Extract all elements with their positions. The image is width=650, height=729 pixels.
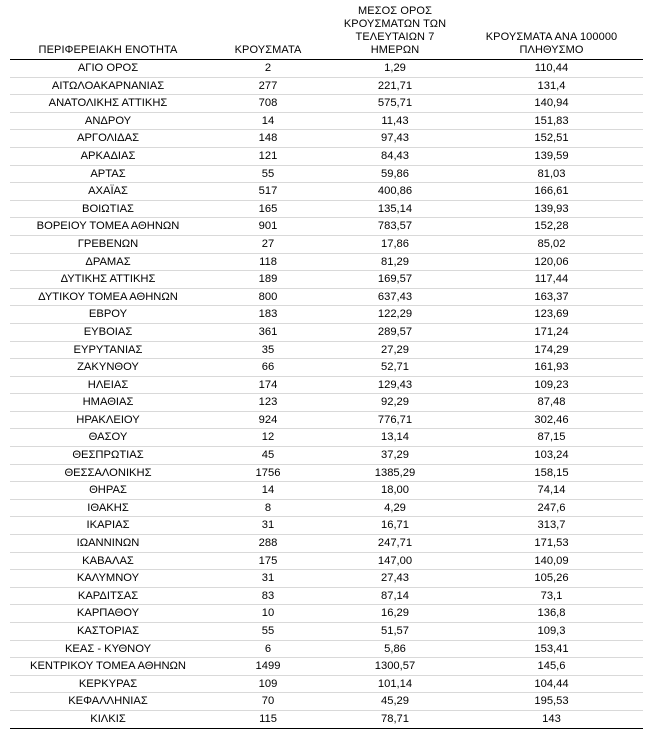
per-100k-cell: 313,7 — [460, 517, 643, 535]
region-cell: ΗΛΕΙΑΣ — [10, 376, 206, 394]
region-cell: ΔΡΑΜΑΣ — [10, 253, 206, 271]
seven-day-average-cell: 289,57 — [330, 323, 460, 341]
seven-day-average-cell: 575,71 — [330, 95, 460, 113]
cases-cell: 800 — [206, 288, 330, 306]
per-100k-cell: 163,37 — [460, 288, 643, 306]
cases-cell: 148 — [206, 130, 330, 148]
per-100k-cell: 81,03 — [460, 165, 643, 183]
per-100k-cell: 104,44 — [460, 675, 643, 693]
region-cell: ΑΡΓΟΛΙΔΑΣ — [10, 130, 206, 148]
seven-day-average-cell: 37,29 — [330, 447, 460, 465]
per-100k-cell: 145,6 — [460, 658, 643, 676]
per-100k-cell: 302,46 — [460, 411, 643, 429]
table-row — [10, 376, 643, 394]
seven-day-average-cell: 27,43 — [330, 570, 460, 588]
cases-cell: 175 — [206, 552, 330, 570]
per-100k-cell: 152,28 — [460, 218, 643, 236]
per-100k-cell: 87,15 — [460, 429, 643, 447]
seven-day-average-cell: 776,71 — [330, 411, 460, 429]
seven-day-average-cell: 51,57 — [330, 623, 460, 641]
seven-day-average-cell: 169,57 — [330, 271, 460, 289]
region-cell: ΚΑΣΤΟΡΙΑΣ — [10, 623, 206, 641]
cases-cell: 45 — [206, 447, 330, 465]
per-100k-cell: 247,6 — [460, 499, 643, 517]
cases-cell: 2 — [206, 60, 330, 78]
seven-day-average-cell: 135,14 — [330, 200, 460, 218]
table-row — [10, 218, 643, 236]
table-row — [10, 658, 643, 676]
table-row — [10, 200, 643, 218]
seven-day-average-cell: 17,86 — [330, 235, 460, 253]
region-cell: ΕΒΡΟΥ — [10, 306, 206, 324]
table-row — [10, 183, 643, 201]
table-row — [10, 95, 643, 113]
per-100k-cell: 140,09 — [460, 552, 643, 570]
region-cell: ΚΙΛΚΙΣ — [10, 710, 206, 728]
table-row — [10, 517, 643, 535]
per-100k-cell: 73,1 — [460, 587, 643, 605]
region-cell: ΒΟΙΩΤΙΑΣ — [10, 200, 206, 218]
per-100k-cell: 109,3 — [460, 623, 643, 641]
table-row — [10, 710, 643, 728]
header-seven-day-average: ΜΕΣΟΣ ΟΡΟΣ ΚΡΟΥΣΜΑΤΩΝ ΤΩΝ ΤΕΛΕΥΤΑΙΩΝ 7 ΗΜΕΡΩΝ — [330, 5, 460, 60]
seven-day-average-cell: 147,00 — [330, 552, 460, 570]
table-row — [10, 341, 643, 359]
seven-day-average-cell: 84,43 — [330, 147, 460, 165]
seven-day-average-cell: 59,86 — [330, 165, 460, 183]
region-cell: ΖΑΚΥΝΘΟΥ — [10, 359, 206, 377]
cases-cell: 35 — [206, 341, 330, 359]
cases-cell: 27 — [206, 235, 330, 253]
cases-cell: 288 — [206, 535, 330, 553]
cases-cell: 361 — [206, 323, 330, 341]
seven-day-average-cell: 52,71 — [330, 359, 460, 377]
cases-cell: 55 — [206, 165, 330, 183]
table-row — [10, 77, 643, 95]
table-row — [10, 675, 643, 693]
regional-cases-table — [10, 5, 643, 729]
per-100k-cell: 151,83 — [460, 112, 643, 130]
table-row — [10, 605, 643, 623]
cases-cell: 12 — [206, 429, 330, 447]
cases-cell: 10 — [206, 605, 330, 623]
per-100k-cell: 136,8 — [460, 605, 643, 623]
region-cell: ΑΝΔΡΟΥ — [10, 112, 206, 130]
per-100k-cell: 139,93 — [460, 200, 643, 218]
seven-day-average-cell: 637,43 — [330, 288, 460, 306]
region-cell: ΑΝΑΤΟΛΙΚΗΣ ΑΤΤΙΚΗΣ — [10, 95, 206, 113]
seven-day-average-cell: 247,71 — [330, 535, 460, 553]
cases-cell: 277 — [206, 77, 330, 95]
cases-cell: 83 — [206, 587, 330, 605]
per-100k-cell: 123,69 — [460, 306, 643, 324]
seven-day-average-cell: 783,57 — [330, 218, 460, 236]
cases-cell: 183 — [206, 306, 330, 324]
region-cell: ΕΥΡΥΤΑΝΙΑΣ — [10, 341, 206, 359]
region-cell: ΑΙΤΩΛΟΑΚΑΡΝΑΝΙΑΣ — [10, 77, 206, 95]
seven-day-average-cell: 27,29 — [330, 341, 460, 359]
region-cell: ΚΕΦΑΛΛΗΝΙΑΣ — [10, 693, 206, 711]
cases-cell: 115 — [206, 710, 330, 728]
table-row — [10, 359, 643, 377]
cases-cell: 14 — [206, 482, 330, 500]
table-row — [10, 464, 643, 482]
table-row — [10, 288, 643, 306]
cases-cell: 66 — [206, 359, 330, 377]
region-cell: ΚΑΡΠΑΘΟΥ — [10, 605, 206, 623]
region-cell: ΙΚΑΡΙΑΣ — [10, 517, 206, 535]
seven-day-average-cell: 129,43 — [330, 376, 460, 394]
region-cell: ΚΕΑΣ - ΚΥΘΝΟΥ — [10, 640, 206, 658]
seven-day-average-cell: 16,71 — [330, 517, 460, 535]
cases-cell: 174 — [206, 376, 330, 394]
region-cell: ΒΟΡΕΙΟΥ ΤΟΜΕΑ ΑΘΗΝΩΝ — [10, 218, 206, 236]
seven-day-average-cell: 87,14 — [330, 587, 460, 605]
per-100k-cell: 110,44 — [460, 60, 643, 78]
seven-day-average-cell: 78,71 — [330, 710, 460, 728]
per-100k-cell: 174,29 — [460, 341, 643, 359]
table-row — [10, 552, 643, 570]
region-cell: ΗΡΑΚΛΕΙΟΥ — [10, 411, 206, 429]
cases-cell: 14 — [206, 112, 330, 130]
table-row — [10, 147, 643, 165]
region-cell: ΘΗΡΑΣ — [10, 482, 206, 500]
region-cell: ΓΡΕΒΕΝΩΝ — [10, 235, 206, 253]
table-row — [10, 165, 643, 183]
region-cell: ΙΘΑΚΗΣ — [10, 499, 206, 517]
table-row — [10, 482, 643, 500]
cases-cell: 55 — [206, 623, 330, 641]
region-cell: ΑΡΤΑΣ — [10, 165, 206, 183]
per-100k-cell: 171,53 — [460, 535, 643, 553]
cases-cell: 189 — [206, 271, 330, 289]
table-row — [10, 323, 643, 341]
seven-day-average-cell: 11,43 — [330, 112, 460, 130]
seven-day-average-cell: 18,00 — [330, 482, 460, 500]
seven-day-average-cell: 81,29 — [330, 253, 460, 271]
per-100k-cell: 117,44 — [460, 271, 643, 289]
header-region: ΠΕΡΙΦΕΡΕΙΑΚΗ ΕΝΟΤΗΤΑ — [10, 5, 206, 60]
cases-cell: 165 — [206, 200, 330, 218]
table-header — [10, 5, 643, 60]
table-row — [10, 306, 643, 324]
per-100k-cell: 109,23 — [460, 376, 643, 394]
seven-day-average-cell: 16,29 — [330, 605, 460, 623]
per-100k-cell: 74,14 — [460, 482, 643, 500]
region-cell: ΚΕΡΚΥΡΑΣ — [10, 675, 206, 693]
cases-cell: 6 — [206, 640, 330, 658]
table-row — [10, 411, 643, 429]
cases-sheet — [10, 5, 643, 729]
seven-day-average-cell: 4,29 — [330, 499, 460, 517]
table-row — [10, 394, 643, 412]
header-cases-per-100k: ΚΡΟΥΣΜΑΤΑ ΑΝΑ 100000 ΠΛΗΘΥΣΜΟ — [460, 5, 643, 60]
cases-cell: 31 — [206, 570, 330, 588]
per-100k-cell: 195,53 — [460, 693, 643, 711]
region-cell: ΕΥΒΟΙΑΣ — [10, 323, 206, 341]
cases-cell: 8 — [206, 499, 330, 517]
region-cell: ΔΥΤΙΚΟΥ ΤΟΜΕΑ ΑΘΗΝΩΝ — [10, 288, 206, 306]
table-row — [10, 570, 643, 588]
seven-day-average-cell: 45,29 — [330, 693, 460, 711]
table-row — [10, 640, 643, 658]
table-row — [10, 112, 643, 130]
per-100k-cell: 152,51 — [460, 130, 643, 148]
cases-cell: 123 — [206, 394, 330, 412]
cases-cell: 31 — [206, 517, 330, 535]
per-100k-cell: 103,24 — [460, 447, 643, 465]
table-row — [10, 499, 643, 517]
table-row — [10, 447, 643, 465]
seven-day-average-cell: 400,86 — [330, 183, 460, 201]
seven-day-average-cell: 1,29 — [330, 60, 460, 78]
header-row — [10, 5, 643, 60]
per-100k-cell: 158,15 — [460, 464, 643, 482]
seven-day-average-cell: 92,29 — [330, 394, 460, 412]
table-row — [10, 60, 643, 78]
header-cases: ΚΡΟΥΣΜΑΤΑ — [206, 5, 330, 60]
cases-cell: 708 — [206, 95, 330, 113]
region-cell: ΑΡΚΑΔΙΑΣ — [10, 147, 206, 165]
table-row — [10, 253, 643, 271]
cases-cell: 1756 — [206, 464, 330, 482]
region-cell: ΑΧΑΪΑΣ — [10, 183, 206, 201]
region-cell: ΘΕΣΣΑΛΟΝΙΚΗΣ — [10, 464, 206, 482]
seven-day-average-cell: 101,14 — [330, 675, 460, 693]
seven-day-average-cell: 13,14 — [330, 429, 460, 447]
table-row — [10, 130, 643, 148]
per-100k-cell: 87,48 — [460, 394, 643, 412]
table-row — [10, 587, 643, 605]
per-100k-cell: 171,24 — [460, 323, 643, 341]
region-cell: ΚΑΡΔΙΤΣΑΣ — [10, 587, 206, 605]
region-cell: ΘΕΣΠΡΩΤΙΑΣ — [10, 447, 206, 465]
table-row — [10, 271, 643, 289]
per-100k-cell: 120,06 — [460, 253, 643, 271]
region-cell: ΗΜΑΘΙΑΣ — [10, 394, 206, 412]
region-cell: ΑΓΙΟ ΟΡΟΣ — [10, 60, 206, 78]
seven-day-average-cell: 1300,57 — [330, 658, 460, 676]
cases-cell: 121 — [206, 147, 330, 165]
cases-cell: 70 — [206, 693, 330, 711]
region-cell: ΚΕΝΤΡΙΚΟΥ ΤΟΜΕΑ ΑΘΗΝΩΝ — [10, 658, 206, 676]
region-cell: ΙΩΑΝΝΙΝΩΝ — [10, 535, 206, 553]
cases-cell: 109 — [206, 675, 330, 693]
table-row — [10, 235, 643, 253]
table-row — [10, 535, 643, 553]
per-100k-cell: 139,59 — [460, 147, 643, 165]
per-100k-cell: 105,26 — [460, 570, 643, 588]
seven-day-average-cell: 5,86 — [330, 640, 460, 658]
per-100k-cell: 131,4 — [460, 77, 643, 95]
cases-cell: 924 — [206, 411, 330, 429]
seven-day-average-cell: 221,71 — [330, 77, 460, 95]
seven-day-average-cell: 122,29 — [330, 306, 460, 324]
seven-day-average-cell: 1385,29 — [330, 464, 460, 482]
region-cell: ΘΑΣΟΥ — [10, 429, 206, 447]
per-100k-cell: 143 — [460, 710, 643, 728]
per-100k-cell: 153,41 — [460, 640, 643, 658]
region-cell: ΔΥΤΙΚΗΣ ΑΤΤΙΚΗΣ — [10, 271, 206, 289]
region-cell: ΚΑΛΥΜΝΟΥ — [10, 570, 206, 588]
per-100k-cell: 161,93 — [460, 359, 643, 377]
cases-cell: 118 — [206, 253, 330, 271]
region-cell: ΚΑΒΑΛΑΣ — [10, 552, 206, 570]
cases-cell: 1499 — [206, 658, 330, 676]
table-row — [10, 693, 643, 711]
seven-day-average-cell: 97,43 — [330, 130, 460, 148]
table-row — [10, 623, 643, 641]
per-100k-cell: 85,02 — [460, 235, 643, 253]
cases-cell: 517 — [206, 183, 330, 201]
per-100k-cell: 140,94 — [460, 95, 643, 113]
table-row — [10, 429, 643, 447]
table-body — [10, 60, 643, 729]
cases-cell: 901 — [206, 218, 330, 236]
per-100k-cell: 166,61 — [460, 183, 643, 201]
